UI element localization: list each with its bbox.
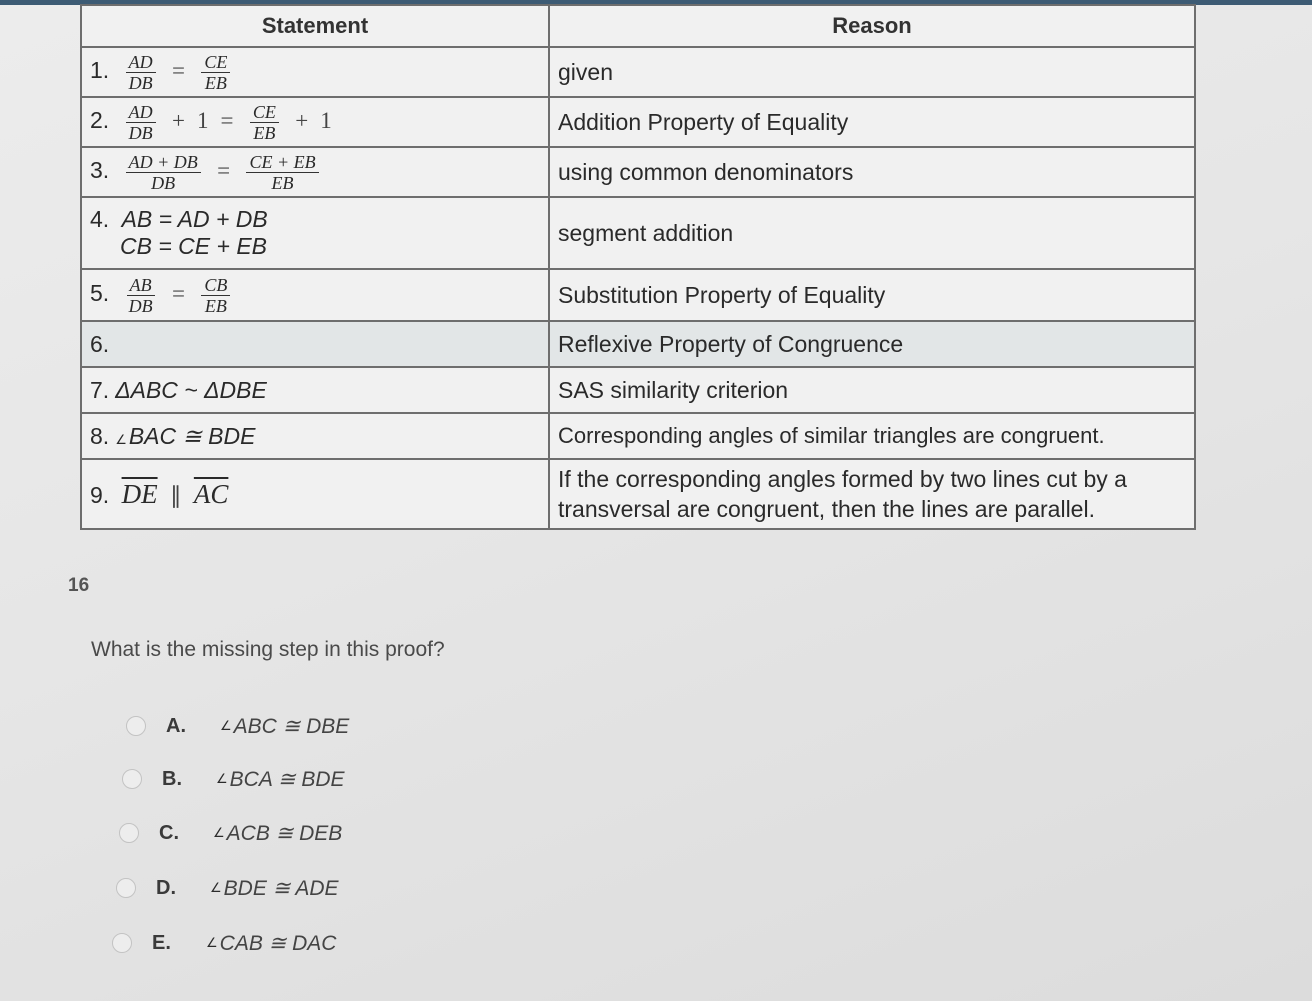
reason-cell: given <box>549 47 1195 97</box>
table-header-row <box>81 5 1195 47</box>
question-text: What is the missing step in this proof? <box>91 638 445 661</box>
angle-icon: ∠ <box>115 431 127 447</box>
statement-text: BAC ≅ BDE <box>128 422 256 449</box>
one: 1 <box>196 108 209 134</box>
statement-cell <box>81 367 549 413</box>
radio-button[interactable] <box>112 933 132 953</box>
statement-header: Statement <box>81 5 549 47</box>
numerator: CE <box>201 53 230 73</box>
fraction <box>126 153 201 192</box>
option-value: ACB ≅ DEB <box>226 821 343 845</box>
answer-option-c[interactable] <box>119 818 342 848</box>
proof-table <box>80 4 1196 530</box>
statement-cell <box>81 269 549 321</box>
denominator: DB <box>128 72 153 93</box>
step-number: 6. <box>90 330 110 357</box>
angle-icon: ∠ <box>220 718 232 733</box>
option-letter: E. <box>152 931 171 954</box>
angle-icon: ∠ <box>210 880 222 895</box>
statement-cell <box>81 97 549 147</box>
table-row <box>81 269 1195 321</box>
fraction <box>201 53 230 92</box>
reason-cell: If the corresponding angles formed by two lines cut by a transversal are congruent, then the lines are parallel. <box>549 459 1195 529</box>
parallel-symbol: ∥ <box>169 482 182 508</box>
answer-option-d[interactable] <box>116 873 339 903</box>
angle-icon: ∠ <box>213 825 225 840</box>
table-row <box>81 413 1195 459</box>
option-value: CAB ≅ DAC <box>219 931 337 955</box>
statement-cell <box>81 47 549 97</box>
option-value: BCA ≅ BDE <box>229 767 345 791</box>
plus-sign: + <box>295 108 309 134</box>
answer-option-e[interactable] <box>112 928 336 958</box>
option-letter: C. <box>159 821 179 844</box>
option-letter: D. <box>156 876 176 899</box>
statement-cell-missing <box>81 321 549 367</box>
step-number: 4. <box>90 206 110 232</box>
option-letter: A. <box>166 714 186 737</box>
reason-cell: Addition Property of Equality <box>549 97 1195 147</box>
denominator: EB <box>271 172 294 193</box>
numerator: AD <box>126 53 156 73</box>
statement-cell <box>81 197 549 269</box>
table-row <box>81 367 1195 413</box>
denominator: DB <box>151 172 176 193</box>
table-row <box>81 97 1195 147</box>
radio-button[interactable] <box>116 878 136 898</box>
step-number: 5. <box>90 280 110 307</box>
step-number: 9. <box>90 481 110 508</box>
radio-button[interactable] <box>119 823 139 843</box>
answer-option-a[interactable] <box>126 711 349 741</box>
option-letter: B. <box>162 767 182 790</box>
step-number: 3. <box>90 157 110 184</box>
table-row <box>81 197 1195 269</box>
angle-icon: ∠ <box>216 771 228 786</box>
fraction <box>126 276 156 315</box>
fraction <box>126 103 156 142</box>
numerator: AD <box>126 103 156 123</box>
denominator: DB <box>128 122 153 143</box>
reason-cell: segment addition <box>549 197 1195 269</box>
table-row-missing-step <box>81 321 1195 367</box>
numerator: AD + DB <box>126 153 201 173</box>
equals-sign: = <box>217 158 231 184</box>
step-number: 1. <box>90 57 110 84</box>
segment-ac: $\overline{AC}$ <box>193 478 229 509</box>
fraction <box>246 153 318 192</box>
fraction <box>250 103 279 142</box>
table-row <box>81 147 1195 197</box>
radio-button[interactable] <box>126 716 146 736</box>
statement-cell <box>81 147 549 197</box>
equals-sign: = <box>171 58 185 84</box>
statement-cell <box>81 413 549 459</box>
step-number: 8. <box>90 422 110 449</box>
step-number: 2. <box>90 107 110 134</box>
reason-cell: using common denominators <box>549 147 1195 197</box>
answer-option-b[interactable] <box>122 764 345 794</box>
equals-sign: = <box>220 108 234 134</box>
reason-cell: Reflexive Property of Congruence <box>549 321 1195 367</box>
plus-sign: + <box>171 108 185 134</box>
step-number: 7. <box>90 376 110 403</box>
statement-cell <box>81 459 549 529</box>
denominator: EB <box>204 72 227 93</box>
table-row <box>81 47 1195 97</box>
segment-de: $\overline{DE}$ <box>121 478 158 509</box>
numerator: CE + EB <box>246 153 318 173</box>
table-row <box>81 459 1195 529</box>
denominator: DB <box>128 295 153 316</box>
radio-button[interactable] <box>122 769 142 789</box>
reason-cell: Substitution Property of Equality <box>549 269 1195 321</box>
question-number: 16 <box>68 575 90 596</box>
fraction <box>126 53 156 92</box>
option-value: BDE ≅ ADE <box>223 876 339 900</box>
one: 1 <box>320 108 332 134</box>
statement-text: ΔABC ~ ΔDBE <box>115 376 267 403</box>
option-value: ABC ≅ DBE <box>233 714 350 738</box>
statement-line: AB = AD + DB <box>121 206 268 232</box>
statement-line: CB = CE + EB <box>120 233 268 259</box>
fraction <box>201 276 230 315</box>
angle-icon: ∠ <box>206 935 218 950</box>
denominator: EB <box>204 295 227 316</box>
numerator: CE <box>250 103 279 123</box>
numerator: CB <box>201 276 230 296</box>
reason-cell: Corresponding angles of similar triangles are congruent. <box>549 413 1195 459</box>
numerator: AB <box>127 276 155 296</box>
reason-cell: SAS similarity criterion <box>549 367 1195 413</box>
denominator: EB <box>253 122 276 143</box>
equals-sign: = <box>171 281 185 307</box>
reason-header: Reason <box>549 5 1195 47</box>
